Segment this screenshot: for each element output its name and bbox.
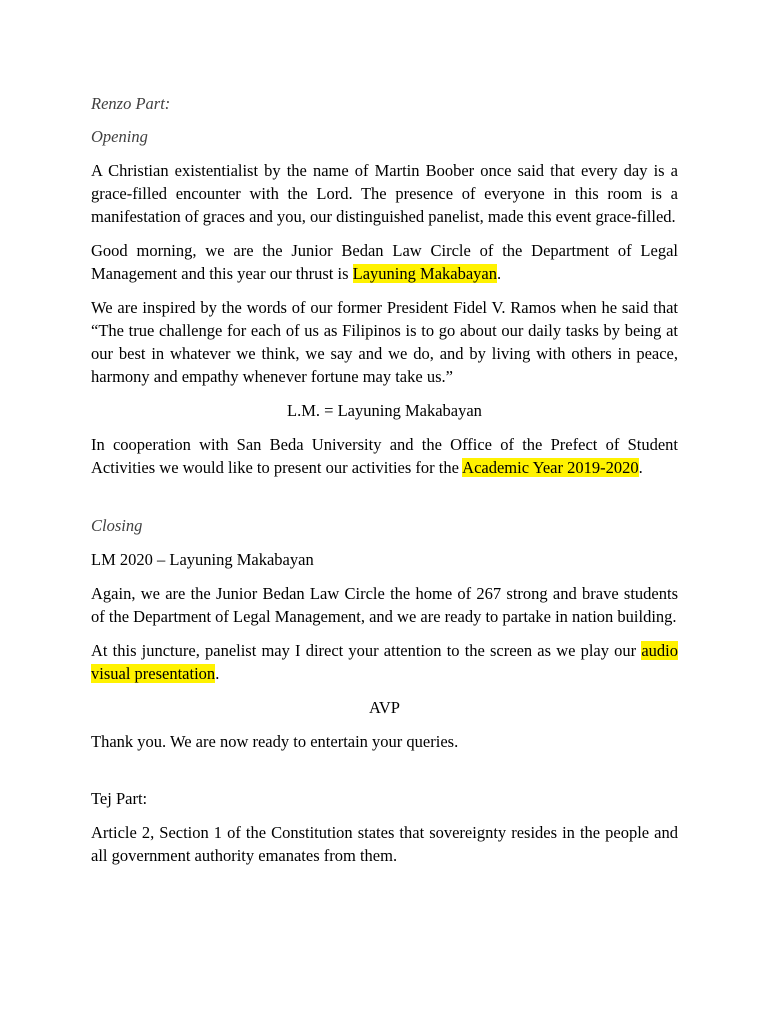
spacer	[91, 764, 678, 787]
opening-paragraph-4-text: In cooperation with San Beda University and the Office of the Prefect of Student Activities we would like to present our activities for the	[91, 435, 678, 477]
opening-paragraph-4	[91, 433, 678, 479]
thank-you-line: Thank you. We are now ready to entertain your queries.	[91, 732, 459, 751]
spacer	[91, 490, 678, 514]
closing-paragraph-1: Again, we are the Junior Bedan Law Circle the home of 267 strong and brave students of the Department of Legal Management, and we are ready to partake in nation building.	[91, 584, 678, 626]
highlight-layuning-makabayan: Layuning Makabayan	[352, 264, 497, 283]
tej-paragraph-1: Article 2, Section 1 of the Constitution states that sovereignty resides in the people and all government authority emanates from them.	[91, 823, 678, 865]
opening-paragraph-2-text: Good morning, we are the Junior Bedan Law Circle of the Department of Legal Management and this year our thrust is	[91, 241, 678, 283]
opening-paragraph-4-end: .	[638, 458, 643, 477]
highlight-academic-year: Academic Year 2019-2020	[462, 458, 639, 477]
renzo-part-heading: Renzo Part:	[91, 94, 171, 113]
tej-part-heading: Tej Part:	[91, 789, 148, 808]
lm-definition-line: L.M. = Layuning Makabayan	[287, 401, 482, 420]
closing-paragraph-2	[91, 639, 678, 685]
closing-paragraph-2-end: .	[215, 664, 220, 683]
opening-paragraph-3: We are inspired by the words of our former President Fidel V. Ramos when he said that “The true challenge for each of us as Filipinos is to go about our daily tasks by being at our best in whatever we think, we say and we do, and by living with others in peace, harmony and empathy whenever fortune may take us.”	[91, 298, 678, 386]
document-page	[91, 92, 678, 878]
avp-line: AVP	[369, 698, 400, 717]
highlight-audio-visual-presentation: audio visual presentation	[91, 641, 678, 683]
closing-heading: Closing	[91, 516, 143, 535]
closing-paragraph-2-text: At this juncture, panelist may I direct your attention to the screen as we play our	[91, 641, 642, 660]
lm-2020-line: LM 2020 – Layuning Makabayan	[91, 550, 314, 569]
opening-paragraph-2	[91, 239, 678, 285]
opening-paragraph-1: A Christian existentialist by the name of Martin Boober once said that every day is a grace-filled encounter with the Lord. The presence of everyone in this room is a manifestation of graces and you, our distinguished panelist, made this event grace-filled.	[91, 161, 678, 226]
opening-paragraph-2-end: .	[496, 264, 502, 283]
opening-heading: Opening	[91, 127, 148, 146]
